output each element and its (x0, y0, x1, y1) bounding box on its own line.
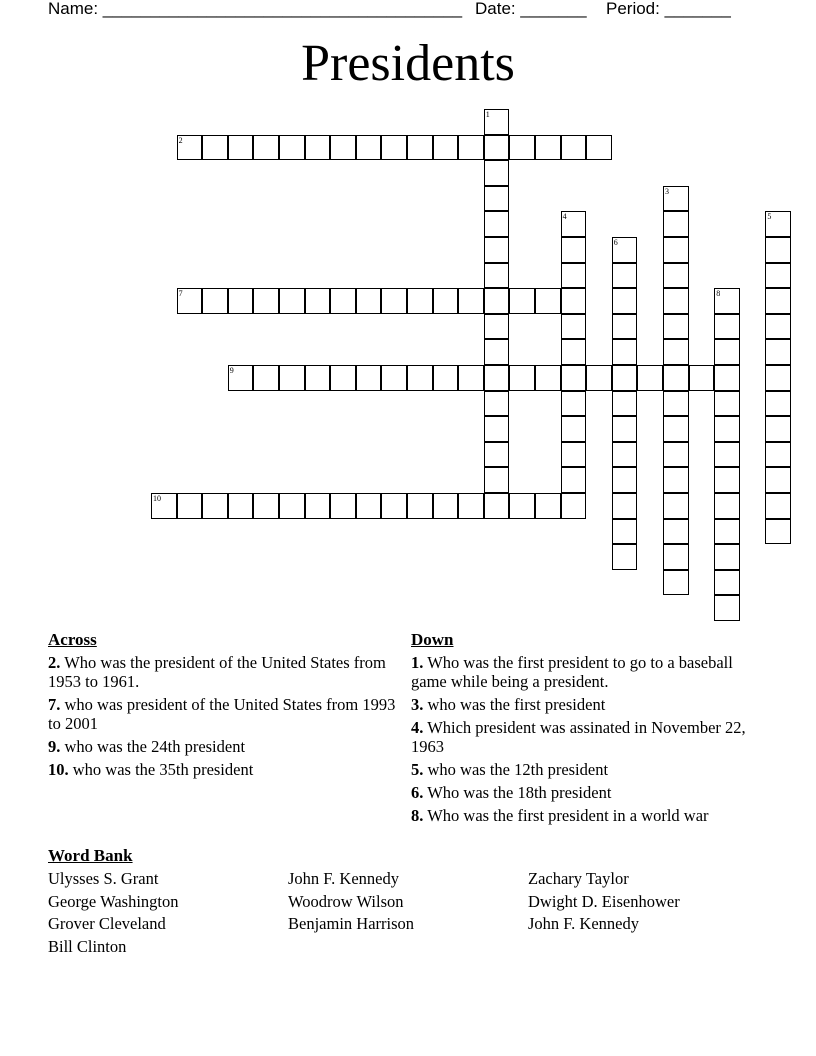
crossword-cell[interactable] (663, 237, 689, 263)
down-clue (411, 783, 761, 802)
clue-number: 4. (411, 718, 424, 737)
crossword-cell[interactable] (765, 519, 791, 545)
crossword-cell[interactable] (612, 263, 638, 289)
crossword-cell[interactable] (458, 365, 484, 391)
across-heading: Across (48, 630, 97, 649)
crossword-cell[interactable] (663, 186, 689, 212)
crossword-cell[interactable] (663, 339, 689, 365)
crossword-cell[interactable] (535, 365, 561, 391)
name-field-label[interactable]: Name: ______________________________________ (48, 0, 463, 18)
crossword-cell[interactable] (663, 288, 689, 314)
period-field-label[interactable]: Period: _______ (606, 0, 731, 18)
clue-number: 9 (229, 366, 234, 375)
crossword-cell[interactable] (663, 493, 689, 519)
clue-number: 10 (153, 494, 161, 503)
down-clue (411, 718, 761, 756)
crossword-cell[interactable] (663, 263, 689, 289)
clue-text: Who was the 18th president (423, 783, 612, 802)
crossword-cell[interactable] (612, 519, 638, 545)
crossword-cell[interactable] (381, 288, 407, 314)
crossword-cell[interactable] (228, 365, 254, 391)
crossword-cell[interactable] (305, 135, 331, 161)
crossword-cell[interactable] (407, 365, 433, 391)
crossword-cell[interactable] (714, 416, 740, 442)
crossword-cell[interactable] (561, 263, 587, 289)
crossword-cell[interactable] (433, 288, 459, 314)
crossword-cell[interactable] (586, 365, 612, 391)
crossword-cell[interactable] (458, 135, 484, 161)
crossword-cell[interactable] (177, 288, 203, 314)
crossword-cell[interactable] (151, 493, 177, 519)
crossword-cell[interactable] (663, 391, 689, 417)
crossword-cell[interactable] (356, 365, 382, 391)
clue-number: 7. (48, 695, 61, 714)
crossword-cell[interactable] (612, 416, 638, 442)
crossword-cell[interactable] (484, 365, 510, 391)
word-bank-heading: Word Bank (48, 846, 133, 865)
word-bank-item: John F. Kennedy (288, 869, 399, 888)
crossword-cell[interactable] (458, 288, 484, 314)
crossword-cell[interactable] (561, 211, 587, 237)
crossword-cell[interactable] (765, 339, 791, 365)
clue-number: 5. (411, 760, 424, 779)
crossword-cell[interactable] (714, 288, 740, 314)
crossword-cell[interactable] (305, 365, 331, 391)
crossword-cell[interactable] (484, 339, 510, 365)
crossword-cell[interactable] (356, 288, 382, 314)
clue-text: Who was the first president in a world war (423, 806, 709, 825)
crossword-cell[interactable] (535, 135, 561, 161)
crossword-cell[interactable] (561, 237, 587, 263)
crossword-cell[interactable] (561, 135, 587, 161)
crossword-cell[interactable] (484, 416, 510, 442)
clue-text: who was the first president (423, 695, 606, 714)
crossword-cell[interactable] (765, 263, 791, 289)
crossword-cell[interactable] (714, 391, 740, 417)
down-clue (411, 695, 761, 714)
clue-text: who was the 24th president (60, 737, 246, 756)
crossword-cell[interactable] (381, 365, 407, 391)
word-bank (48, 846, 768, 957)
word-bank-item: George Washington (48, 891, 179, 911)
clue-text: Who was the president of the United States from 1953 to 1961. (48, 653, 386, 691)
crossword-cell[interactable] (253, 493, 279, 519)
crossword-cell[interactable] (663, 544, 689, 570)
crossword-cell[interactable] (484, 160, 510, 186)
crossword-cell[interactable] (484, 288, 510, 314)
crossword-cell[interactable] (714, 595, 740, 621)
across-clue (48, 737, 398, 756)
crossword-cell[interactable] (356, 135, 382, 161)
crossword-cell[interactable] (663, 467, 689, 493)
clue-number: 3. (411, 695, 424, 714)
word-bank-item: Grover Cleveland (48, 914, 166, 934)
crossword-cell[interactable] (509, 288, 535, 314)
clue-number: 2 (178, 135, 183, 145)
crossword-cell[interactable] (279, 493, 305, 519)
clue-number: 1 (485, 110, 490, 119)
crossword-cell[interactable] (407, 135, 433, 161)
crossword-cell[interactable] (765, 467, 791, 493)
crossword-cell[interactable] (484, 109, 510, 135)
crossword-cell[interactable] (202, 493, 228, 519)
across-clues (48, 630, 398, 783)
across-clue (48, 695, 398, 733)
crossword-cell[interactable] (612, 237, 638, 263)
crossword-cell[interactable] (663, 519, 689, 545)
clue-number: 4 (562, 212, 567, 222)
crossword-cell[interactable] (714, 544, 740, 570)
crossword-cell[interactable] (612, 365, 638, 391)
crossword-cell[interactable] (663, 211, 689, 237)
down-clues (411, 630, 761, 829)
clue-number: 10. (48, 760, 69, 779)
word-bank-item: Woodrow Wilson (288, 891, 404, 911)
crossword-cell[interactable] (714, 493, 740, 519)
crossword-cell[interactable] (586, 135, 612, 161)
clue-number: 8. (411, 806, 424, 825)
crossword-cell[interactable] (484, 135, 510, 161)
crossword-cell[interactable] (202, 288, 228, 314)
crossword-cell[interactable] (509, 365, 535, 391)
crossword-cell[interactable] (228, 493, 254, 519)
crossword-cell[interactable] (305, 493, 331, 519)
crossword-cell[interactable] (407, 288, 433, 314)
crossword-cell[interactable] (765, 211, 791, 237)
crossword-cell[interactable] (279, 365, 305, 391)
crossword-cell[interactable] (279, 288, 305, 314)
crossword-cell[interactable] (663, 570, 689, 596)
crossword-cell[interactable] (330, 493, 356, 519)
crossword-cell[interactable] (381, 493, 407, 519)
crossword-cell[interactable] (484, 263, 510, 289)
crossword-cell[interactable] (714, 339, 740, 365)
clue-text: Who was the first president to go to a baseball game while being a president. (411, 653, 733, 691)
crossword-cell[interactable] (714, 365, 740, 391)
crossword-cell[interactable] (765, 442, 791, 468)
word-bank-column (528, 868, 768, 936)
clue-number: 9. (48, 737, 61, 756)
crossword-cell[interactable] (714, 467, 740, 493)
clue-text: Which president was assinated in November 22, 1963 (411, 718, 746, 756)
crossword-cell[interactable] (330, 288, 356, 314)
crossword-cell[interactable] (484, 186, 510, 212)
crossword-cell[interactable] (765, 314, 791, 340)
crossword-cell[interactable] (484, 467, 510, 493)
clue-number: 6 (613, 238, 618, 247)
clue-number: 7 (178, 289, 183, 299)
crossword-cell[interactable] (714, 570, 740, 596)
clue-text: who was the 35th president (68, 760, 254, 779)
crossword-cell[interactable] (714, 314, 740, 340)
crossword-cell[interactable] (279, 135, 305, 161)
crossword-cell[interactable] (228, 135, 254, 161)
crossword-cell[interactable] (714, 519, 740, 545)
clue-number: 1. (411, 653, 424, 672)
crossword-cell[interactable] (561, 288, 587, 314)
crossword-cell[interactable] (561, 339, 587, 365)
crossword-cell[interactable] (612, 288, 638, 314)
crossword-cell[interactable] (407, 493, 433, 519)
down-heading: Down (411, 630, 454, 649)
crossword-cell[interactable] (253, 288, 279, 314)
clue-number: 3 (665, 186, 669, 196)
crossword-cell[interactable] (612, 493, 638, 519)
crossword-cell[interactable] (561, 416, 587, 442)
crossword-cell[interactable] (381, 135, 407, 161)
word-bank-column (48, 868, 288, 959)
down-clue (411, 806, 761, 825)
crossword-cell[interactable] (561, 314, 587, 340)
crossword-cell[interactable] (561, 493, 587, 519)
crossword-cell[interactable] (484, 314, 510, 340)
crossword-cell[interactable] (356, 493, 382, 519)
crossword-cell[interactable] (330, 365, 356, 391)
crossword-cell[interactable] (663, 314, 689, 340)
crossword-cell[interactable] (663, 365, 689, 391)
crossword-cell[interactable] (561, 467, 587, 493)
across-clue (48, 653, 398, 691)
crossword-cell[interactable] (765, 237, 791, 263)
crossword-cell[interactable] (484, 442, 510, 468)
crossword-cell[interactable] (765, 391, 791, 417)
crossword-cell[interactable] (433, 365, 459, 391)
crossword-cell[interactable] (765, 493, 791, 519)
crossword-cell[interactable] (535, 288, 561, 314)
crossword-cell[interactable] (714, 442, 740, 468)
crossword-cell[interactable] (509, 493, 535, 519)
crossword-cell[interactable] (561, 442, 587, 468)
crossword-cell[interactable] (561, 365, 587, 391)
clue-text: who was the 12th president (423, 760, 609, 779)
crossword-cell[interactable] (484, 493, 510, 519)
crossword-cell[interactable] (433, 135, 459, 161)
crossword-cell[interactable] (663, 442, 689, 468)
crossword-cell[interactable] (484, 211, 510, 237)
word-bank-item: Ulysses S. Grant (48, 869, 159, 888)
crossword-cell[interactable] (484, 391, 510, 417)
across-clue (48, 760, 398, 779)
crossword-cell[interactable] (612, 314, 638, 340)
crossword-cell[interactable] (433, 493, 459, 519)
word-bank-item: John F. Kennedy (528, 914, 639, 934)
crossword-cell[interactable] (228, 288, 254, 314)
crossword-cell[interactable] (765, 288, 791, 314)
crossword-cell[interactable] (663, 416, 689, 442)
page-title: Presidents (301, 35, 515, 92)
date-field-label[interactable]: Date: _______ (475, 0, 587, 18)
crossword-cell[interactable] (177, 135, 203, 161)
crossword-cell[interactable] (765, 365, 791, 391)
crossword-cell[interactable] (612, 442, 638, 468)
crossword-cell[interactable] (637, 365, 663, 391)
crossword-cell[interactable] (689, 365, 715, 391)
crossword-cell[interactable] (458, 493, 484, 519)
clue-text: who was president of the United States from 1993 to 2001 (48, 695, 396, 733)
crossword-cell[interactable] (253, 135, 279, 161)
word-bank-item: Bill Clinton (48, 937, 127, 957)
down-clue (411, 653, 761, 691)
clue-number: 2. (48, 653, 61, 672)
clue-number: 8 (716, 289, 721, 299)
crossword-cell[interactable] (612, 544, 638, 570)
crossword-cell[interactable] (612, 467, 638, 493)
word-bank-item: Dwight D. Eisenhower (528, 891, 680, 911)
crossword-cell[interactable] (612, 339, 638, 365)
crossword-cell[interactable] (765, 416, 791, 442)
crossword-cell[interactable] (561, 391, 587, 417)
crossword-cell[interactable] (177, 493, 203, 519)
crossword-cell[interactable] (253, 365, 279, 391)
crossword-cell[interactable] (612, 391, 638, 417)
crossword-cell[interactable] (330, 135, 356, 161)
word-bank-column (288, 868, 528, 936)
crossword-cell[interactable] (202, 135, 228, 161)
clue-number: 6. (411, 783, 424, 802)
word-bank-item: Zachary Taylor (528, 869, 629, 888)
clue-number: 5 (767, 212, 772, 222)
word-bank-item: Benjamin Harrison (288, 914, 415, 934)
crossword-cell[interactable] (305, 288, 331, 314)
crossword-cell[interactable] (535, 493, 561, 519)
crossword-cell[interactable] (484, 237, 510, 263)
crossword-cell[interactable] (509, 135, 535, 161)
down-clue (411, 760, 761, 779)
